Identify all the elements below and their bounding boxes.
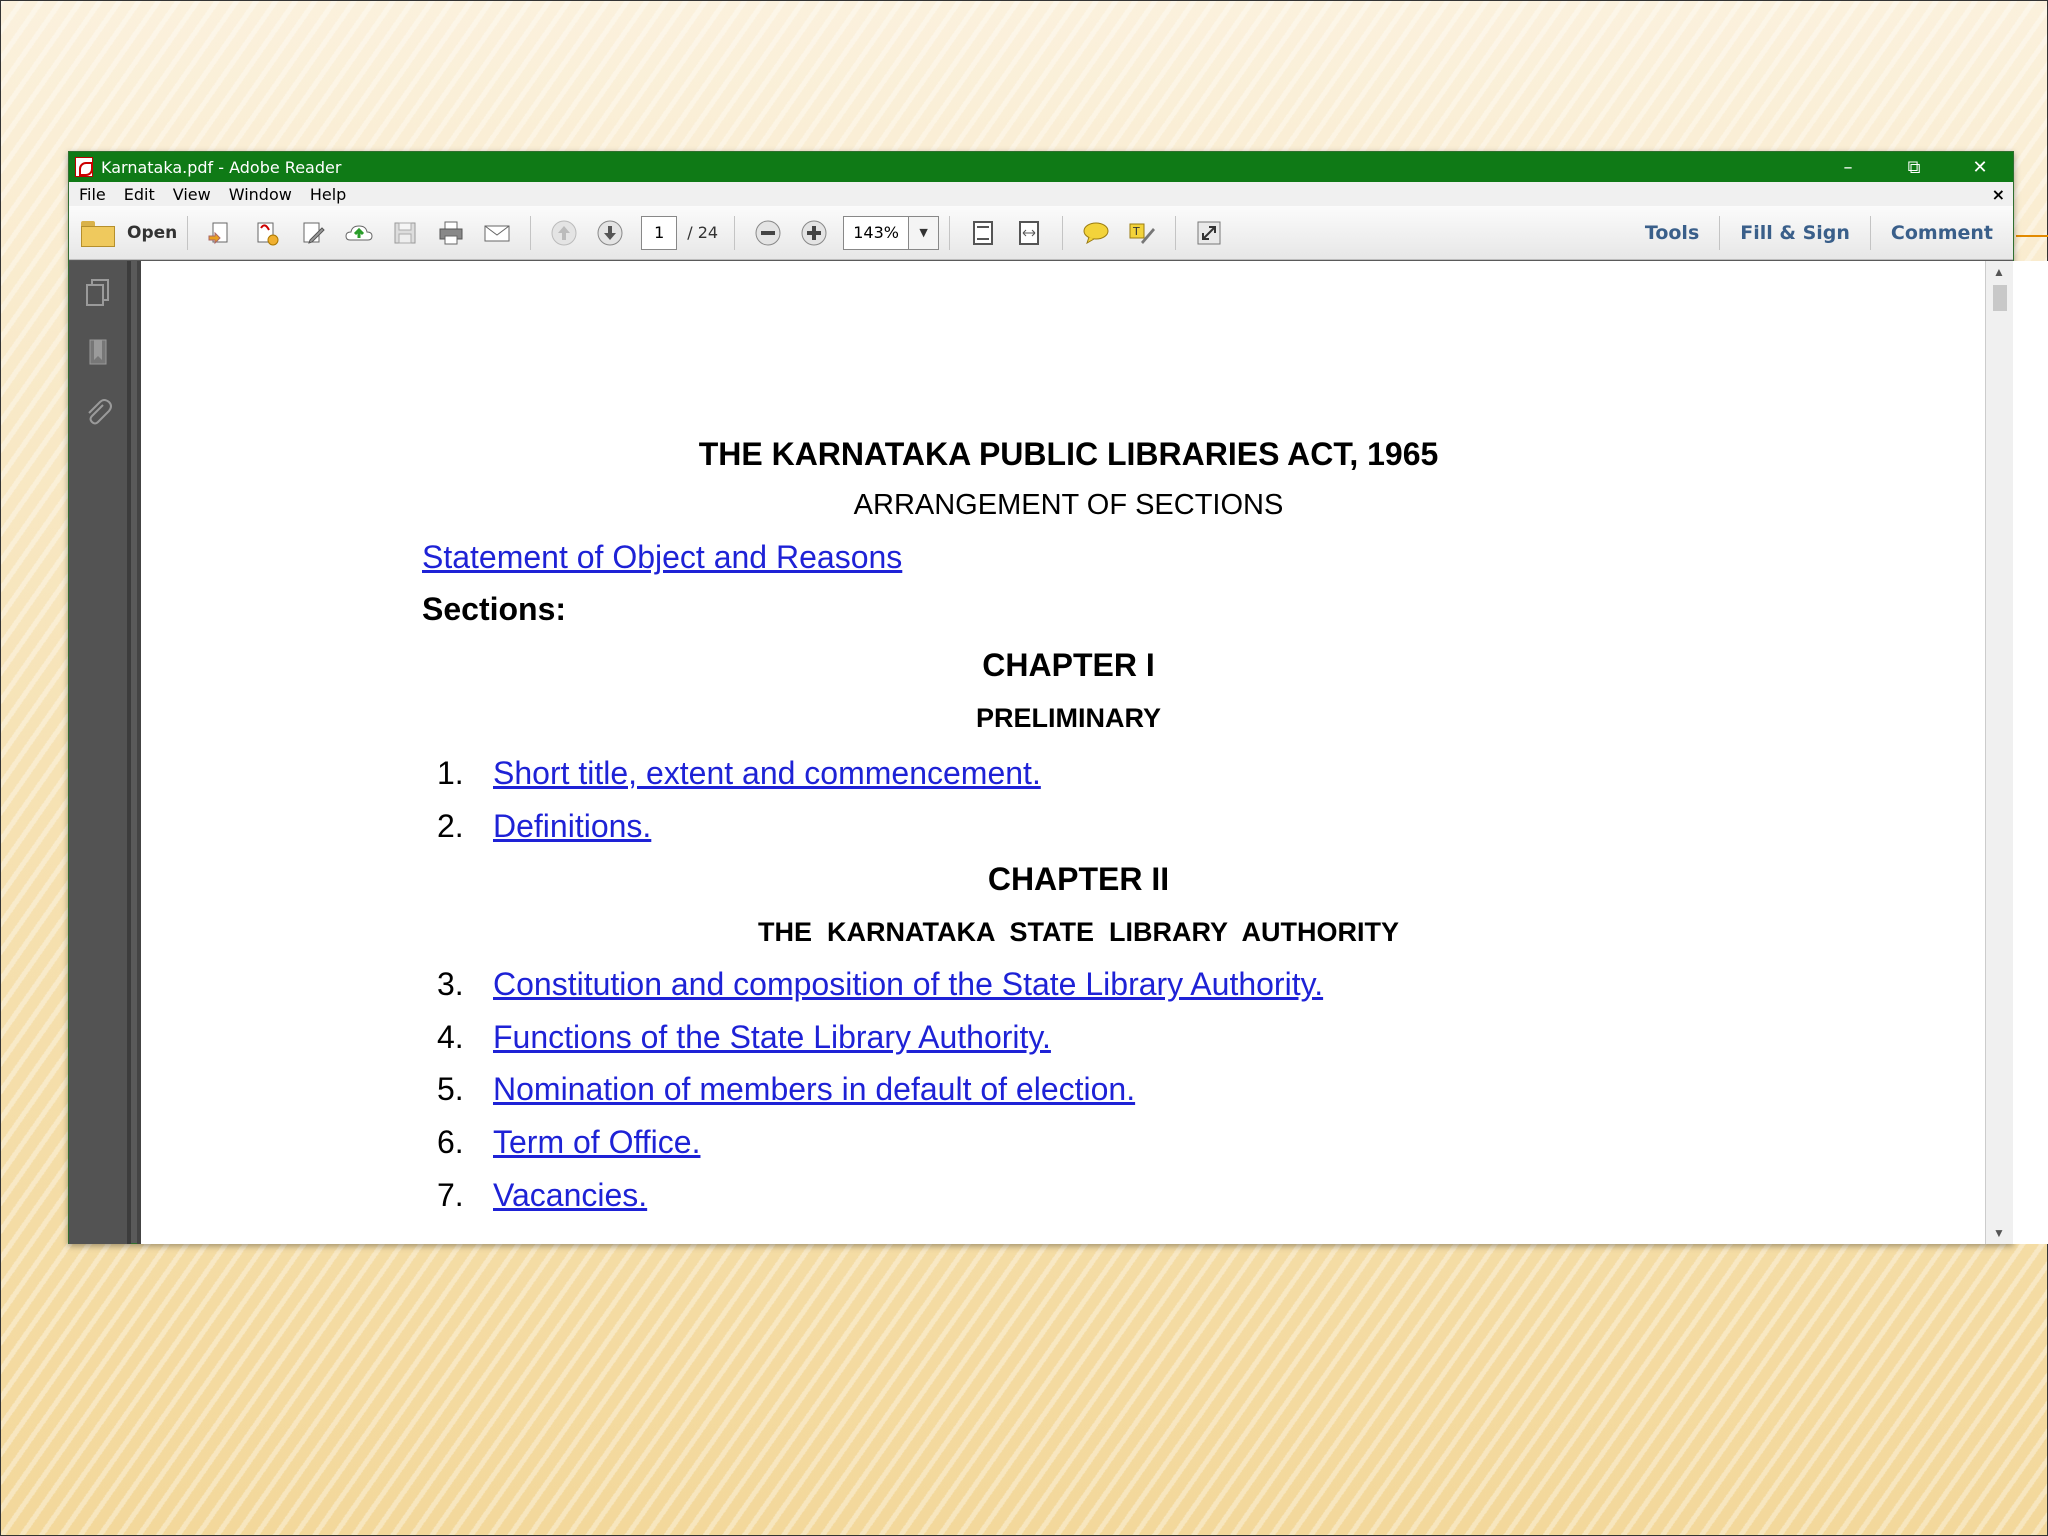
highlight-text-icon[interactable] bbox=[1125, 216, 1159, 250]
sections-label: Sections: bbox=[422, 591, 567, 627]
menu-edit[interactable]: Edit bbox=[123, 184, 155, 204]
edit-pdf-icon[interactable] bbox=[296, 216, 330, 250]
previous-page-icon[interactable] bbox=[547, 216, 581, 250]
accent-line bbox=[2016, 235, 2048, 237]
chapter-2-subheading: THE KARNATAKA STATE LIBRARY AUTHORITY bbox=[758, 917, 1399, 947]
bookmarks-icon[interactable] bbox=[81, 335, 115, 369]
chevron-down-icon[interactable]: ▼ bbox=[909, 216, 939, 250]
chapter-1-heading: CHAPTER I bbox=[982, 647, 1155, 683]
toolbar-right-panel bbox=[1625, 206, 2013, 259]
reader-window bbox=[68, 151, 2014, 1244]
page-thumbnails-icon[interactable] bbox=[81, 275, 115, 309]
window-controls bbox=[1815, 152, 2013, 182]
comment-button[interactable]: Comment bbox=[1890, 221, 1993, 244]
chapter-1-subheading: PRELIMINARY bbox=[975, 703, 1161, 733]
email-icon[interactable] bbox=[480, 216, 514, 250]
section-number: 6. bbox=[437, 1124, 464, 1160]
menu-help[interactable]: Help bbox=[309, 184, 347, 204]
open-label: Open bbox=[127, 222, 178, 243]
window-title: Karnataka.pdf - Adobe Reader bbox=[101, 157, 342, 177]
section-link[interactable]: Short title, extent and commencement. bbox=[493, 755, 1041, 791]
section-number: 1. bbox=[437, 755, 464, 791]
save-icon[interactable] bbox=[388, 216, 422, 250]
zoom-out-icon[interactable] bbox=[751, 216, 785, 250]
list-item bbox=[437, 966, 1323, 1003]
export-pdf-icon[interactable] bbox=[250, 216, 284, 250]
zoom-level-input[interactable]: 143% bbox=[843, 216, 909, 250]
title-bar bbox=[69, 152, 2013, 182]
document-title: THE KARNATAKA PUBLIC LIBRARIES ACT, 1965 bbox=[698, 436, 1439, 472]
tools-button[interactable]: Tools bbox=[1644, 221, 1700, 244]
list-item bbox=[437, 808, 651, 845]
toolbar-separator bbox=[187, 216, 188, 250]
list-item bbox=[437, 1071, 1135, 1108]
minimize-button[interactable]: – bbox=[1843, 156, 1853, 178]
fit-width-icon[interactable] bbox=[1012, 216, 1046, 250]
section-number: 2. bbox=[437, 808, 464, 844]
section-link[interactable]: Nomination of members in default of election. bbox=[493, 1071, 1136, 1107]
upload-cloud-icon[interactable] bbox=[342, 216, 376, 250]
statement-of-objects-link[interactable]: Statement of Object and Reasons bbox=[422, 539, 903, 575]
section-number: 3. bbox=[437, 966, 464, 1002]
svg-text:T: T bbox=[1133, 224, 1140, 238]
menu-file[interactable]: File bbox=[79, 184, 106, 204]
fit-page-icon[interactable] bbox=[966, 216, 1000, 250]
list-item bbox=[437, 1124, 700, 1161]
next-page-icon[interactable] bbox=[593, 216, 627, 250]
toolbar bbox=[69, 206, 2013, 260]
navigation-pane bbox=[69, 261, 131, 1244]
full-screen-icon[interactable] bbox=[1192, 216, 1226, 250]
section-link[interactable]: Constitution and composition of the State Library Authority. bbox=[493, 966, 1324, 1002]
menu-view[interactable]: View bbox=[172, 184, 211, 204]
chapter-2-heading: CHAPTER II bbox=[987, 861, 1170, 897]
document-content bbox=[141, 261, 1996, 1244]
menu-bar bbox=[69, 182, 2013, 206]
zoom-in-icon[interactable] bbox=[797, 216, 831, 250]
section-link[interactable]: Term of Office. bbox=[493, 1124, 701, 1160]
section-link[interactable]: Definitions. bbox=[493, 808, 652, 844]
document-subtitle: ARRANGEMENT OF SECTIONS bbox=[853, 489, 1284, 521]
scroll-up-icon[interactable]: ▲ bbox=[1993, 265, 2005, 279]
pdf-app-icon bbox=[75, 157, 93, 177]
list-item bbox=[437, 1177, 647, 1214]
menu-window[interactable]: Window bbox=[228, 184, 292, 204]
print-icon[interactable] bbox=[434, 216, 468, 250]
page-number-input[interactable]: 1 bbox=[641, 216, 677, 250]
section-number: 4. bbox=[437, 1019, 464, 1055]
create-pdf-icon[interactable] bbox=[204, 216, 238, 250]
list-item bbox=[437, 755, 1041, 792]
vertical-scrollbar[interactable] bbox=[1985, 261, 2013, 1244]
section-number: 7. bbox=[437, 1177, 464, 1213]
toolbar-separator bbox=[949, 216, 950, 250]
fill-sign-button[interactable]: Fill & Sign bbox=[1740, 221, 1850, 244]
page-total: / 24 bbox=[687, 223, 719, 242]
section-link[interactable]: Functions of the State Library Authority. bbox=[493, 1019, 1051, 1055]
section-link[interactable]: Vacancies. bbox=[493, 1177, 648, 1213]
folder-icon bbox=[81, 221, 113, 245]
document-close-button[interactable]: × bbox=[1991, 184, 2005, 204]
section-number: 5. bbox=[437, 1071, 464, 1107]
open-button[interactable] bbox=[81, 221, 177, 245]
pdf-page bbox=[137, 261, 2048, 1244]
scroll-down-icon[interactable]: ▼ bbox=[1993, 1226, 2005, 1240]
restore-button[interactable]: ⧉ bbox=[1907, 156, 1921, 178]
toolbar-separator bbox=[1175, 216, 1176, 250]
list-item bbox=[437, 1019, 1051, 1056]
close-button[interactable]: ✕ bbox=[1972, 156, 1988, 178]
sticky-note-icon[interactable] bbox=[1079, 216, 1113, 250]
toolbar-separator bbox=[530, 216, 531, 250]
attachments-icon[interactable] bbox=[81, 397, 115, 431]
scroll-thumb[interactable] bbox=[1993, 285, 2007, 311]
toolbar-separator bbox=[734, 216, 735, 250]
toolbar-separator bbox=[1062, 216, 1063, 250]
